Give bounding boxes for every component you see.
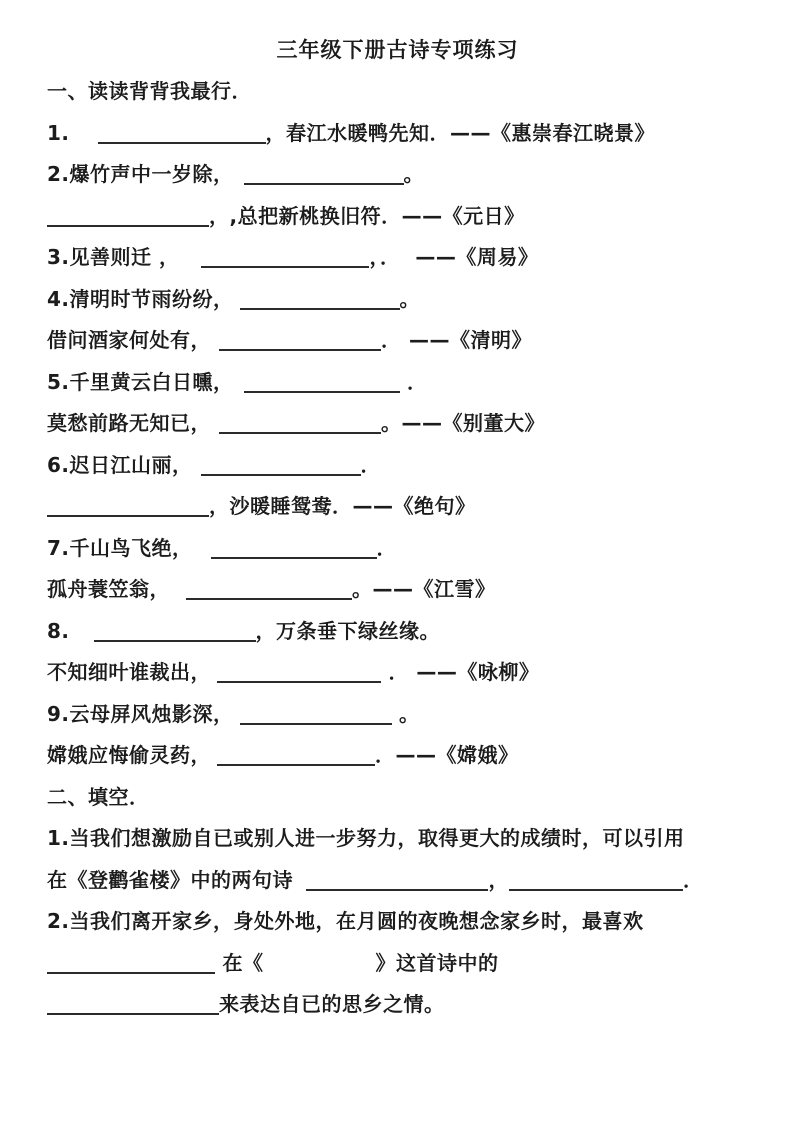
worksheet-line <box>47 486 748 528</box>
section-heading <box>47 777 748 819</box>
worksheet-line <box>47 569 748 611</box>
answer-blank[interactable] <box>240 699 392 725</box>
answer-blank[interactable] <box>244 367 400 393</box>
text-run: 。 <box>399 286 421 311</box>
text-run: ， <box>488 867 509 892</box>
worksheet-line <box>47 279 748 321</box>
worksheet-line <box>47 196 748 238</box>
answer-blank[interactable] <box>509 865 683 891</box>
text-run: 在《登鹳雀楼》中的两句诗 <box>47 867 301 892</box>
text-run: 1.当我们想激励自已或别人进一步努力，取得更大的成绩时，可以引用 <box>47 826 685 850</box>
text-run: 8. <box>47 618 70 643</box>
answer-blank[interactable] <box>201 242 369 268</box>
text-run: ，沙暖睡鸳鸯．——《绝句》 <box>209 494 476 518</box>
worksheet-line <box>47 320 748 362</box>
answer-blank[interactable] <box>217 740 375 766</box>
text-run: ，春江水暖鸭先知．——《惠崇春江晓景》 <box>265 120 656 145</box>
worksheet-line <box>47 445 748 487</box>
worksheet-line <box>47 860 748 902</box>
worksheet-line <box>47 611 748 653</box>
text-run: ． <box>399 369 428 394</box>
text-run: ． ——《咏柳》 <box>381 660 540 684</box>
text-run: 7.千山鸟飞绝， <box>47 535 193 560</box>
text-run: 9.云母屏风烛影深， <box>47 701 234 726</box>
worksheet-line <box>47 818 748 860</box>
text-run: ． <box>682 867 704 892</box>
worksheet-line <box>47 735 748 777</box>
worksheet-line <box>47 528 748 570</box>
text-run: 一、读读背背我最行． <box>47 79 252 103</box>
text-run: 莫愁前路无知已， <box>47 411 211 435</box>
text-run: 在《 <box>215 950 264 975</box>
text-run: 2.当我们离开家乡，身处外地，在月圆的夜晚想念家乡时，最喜欢 <box>47 909 644 933</box>
answer-blank[interactable] <box>306 865 488 891</box>
text-run: 3.见善则迁 ， <box>47 245 180 269</box>
worksheet-line <box>47 113 748 155</box>
worksheet-line <box>47 694 748 736</box>
answer-blank[interactable] <box>47 491 209 517</box>
answer-blank[interactable] <box>47 201 209 227</box>
section-heading <box>47 71 748 113</box>
text-run: ． <box>360 452 382 477</box>
text-run: 1. <box>47 120 70 145</box>
answer-blank[interactable] <box>201 450 361 476</box>
worksheet-line <box>47 901 748 943</box>
text-run: 孤舟蓑笠翁， <box>47 577 170 601</box>
answer-blank[interactable] <box>219 408 381 434</box>
text-run: ． <box>376 535 398 560</box>
text-run: 嫦娥应悔偷灵药， <box>47 743 211 767</box>
worksheet-line <box>47 652 748 694</box>
answer-blank[interactable] <box>219 325 381 351</box>
text-run: 借问酒家何处有， <box>47 328 211 352</box>
text-run: 4.清明时节雨纷纷， <box>47 286 234 311</box>
text-run: ，,总把新桃换旧符．——《元日》 <box>209 203 525 228</box>
answer-blank[interactable] <box>186 574 352 600</box>
text-run: 6.迟日江山丽， <box>47 452 193 477</box>
text-run: ．——《嫦娥》 <box>375 743 519 767</box>
worksheet-line <box>47 943 748 985</box>
worksheet-body <box>47 71 748 1026</box>
text-run: 不知细叶谁裁出， <box>47 660 211 684</box>
answer-blank[interactable] <box>47 989 219 1015</box>
answer-blank[interactable] <box>217 657 381 683</box>
answer-blank[interactable] <box>47 948 215 974</box>
text-run: 5.千里黄云白日曛， <box>47 369 234 394</box>
text-run: 。——《别董大》 <box>381 411 545 435</box>
text-run: ，． ——《周易》 <box>369 245 539 269</box>
worksheet-line <box>47 403 748 445</box>
text-run: 》这首诗中的 <box>375 950 499 975</box>
page-title: 三年级下册古诗专项练习 <box>276 38 519 62</box>
text-run: 。 <box>403 162 425 186</box>
text-run: 2.爆竹声中一岁除， <box>47 162 234 186</box>
answer-blank[interactable] <box>244 159 404 185</box>
worksheet-line <box>47 984 748 1026</box>
text-run: ，万条垂下绿丝缘。 <box>255 618 441 643</box>
text-run: 来表达自已的思乡之情。 <box>219 992 445 1016</box>
worksheet-line <box>47 237 748 279</box>
answer-blank[interactable] <box>240 284 400 310</box>
text-run: ． ——《清明》 <box>381 328 532 352</box>
answer-blank[interactable] <box>211 533 377 559</box>
worksheet-line <box>47 154 748 196</box>
answer-blank[interactable] <box>94 616 256 642</box>
text-run: 二、填空． <box>47 784 150 809</box>
text-run: 。 <box>391 701 420 726</box>
worksheet-line <box>47 362 748 404</box>
answer-blank[interactable] <box>98 118 266 144</box>
text-run: 。——《江雪》 <box>352 577 496 601</box>
